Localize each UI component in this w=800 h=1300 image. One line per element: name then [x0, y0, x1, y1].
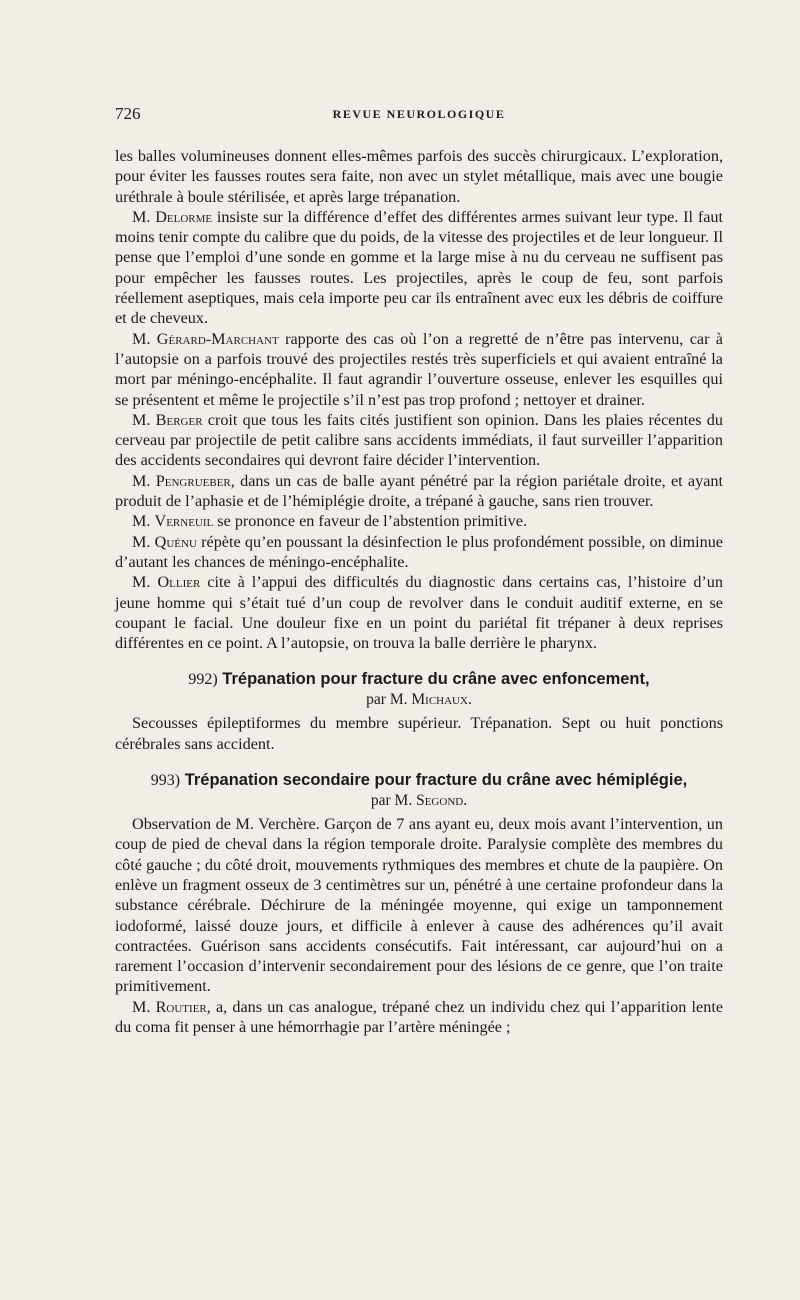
author-name: Quénu — [154, 532, 197, 551]
author-name: Berger — [155, 410, 203, 429]
article-992-byline: par M. Michaux. — [366, 691, 472, 709]
paragraph-delorme: M. Delorme insiste sur la différence d’effet des différentes armes suivant leur type. Il faut moins tenir compte du calibre que du poids, de la vitesse des projectiles et de leur longueur. Il pense que l’emploi d’une sonde en gomme et la large mise à nu du cerveau ne suffisent pas pour empêcher les fausses routes. Les projectiles, après le coup de feu, sont parfois réellement aseptiques, mais cela importe peu car ils entraînent avec eux les débris de coiffure et de cheveux. — [115, 207, 723, 328]
author-name: Verneuil — [154, 512, 214, 531]
article-993-text: Observation de M. Verchère. Garçon de 7 ans ayant eu, deux mois avant l’intervention, un coup de pied de cheval dans la région temporale droite. Paralysie complète des membres du côté gauche ; du côté droit, mouvements rythmiques des membres et chute de la paupière. On enlève un fragment osseux de 3 centimètres sur un, pénétré à une certaine profondeur dans la substance cérébrale. Déchirure de la méningée moyenne, qui exige un tamponnement iodoformé, laissé douze jours, et difficile à enlever à cause des adhérences qu’il avait contractées. Guérison sans accidents consécutifs. Fait intéressant, car aujourd’hui on a rarement l’occasion d’intervenir secondairement pour des lésions de ce genre, que l’on traite primitivement. — [115, 815, 723, 996]
article-993-byline: par M. Segond. — [370, 792, 468, 810]
article-number: 992) — [188, 671, 218, 689]
author-name: Segond — [416, 792, 464, 810]
paragraph-routier: M. Routier, a, dans un cas analogue, trépané chez un individu chez qui l’apparition lente du coma fit penser à une hémorrhagie par l’artère méningée ; — [115, 997, 723, 1036]
author-name: Gérard-Marchant — [156, 329, 279, 348]
paragraph-pengrueber: M. Pengrueber, dans un cas de balle ayant pénétré par la région pariétale droite, et ayant produit de l’aphasie et de l’hémiplégie droite, a trépané à gauche, sans rien trouver. — [115, 471, 723, 511]
article-993-title: 993) Trépanation secondaire pour fracture du crâne avec hémiplégie, — [150, 771, 688, 790]
running-title: REVUE NEUROLOGIQUE — [332, 107, 506, 121]
paragraph-continuation: les balles volumineuses donnent elles-mêmes parfois des succès chirurgicaux. L’exploration, pour éviter les fausses routes sera faite, non avec un stylet métallique, mais avec une bougie uréthrale à boule stérilisée, et après large trépanation. — [115, 147, 723, 206]
page-header — [115, 104, 723, 128]
paragraph-berger: M. Berger croit que tous les faits cités justifient son opinion. Dans les plaies récentes du cerveau par projectile de petit calibre sans accidents immédiats, il faut surveiller l’apparition des accidents secondaires qui devront faire décider l’intervention. — [115, 410, 723, 470]
article-992-text: Secousses épileptiformes du membre supérieur. Trépanation. Sept ou huit ponctions cérébrales sans accident. — [115, 714, 723, 753]
article-body — [115, 146, 723, 1037]
author-name: Ollier — [157, 573, 201, 592]
article-992-title: 992) Trépanation pour fracture du crâne avec enfoncement, — [188, 670, 650, 689]
author-name: Routier — [155, 997, 207, 1016]
paragraph-gerard-marchant: M. Gérard-Marchant rapporte des cas où l’on a regretté de n’être pas intervenu, car à l’autopsie on a parfois trouvé des projectiles restés très superficiels et qui avaient entraîné la mort par méningo-encéphalite. Il faut agrandir l’ouverture osseuse, enlever les esquilles qui se présentent et même le projectile s’il n’est pas trop profond ; nettoyer et drainer. — [115, 329, 723, 409]
author-name: Pengrueber — [155, 471, 231, 490]
paragraph-ollier: M. Ollier cite à l’appui des difficultés du diagnostic dans certains cas, l’histoire d’un jeune homme qui s’était tué d’un coup de revolver dans le conduit auditif externe, en se coupant le facial. Une douleur fixe en un point du pariétal fit trépaner à deux reprises différentes en ce point. A l’autopsie, on trouva la balle derrière le pharynx. — [115, 573, 723, 653]
author-name: Delorme — [155, 207, 213, 226]
article-number: 993) — [150, 772, 181, 790]
page-number: 726 — [115, 104, 141, 123]
paragraph-verneuil: M. Verneuil se prononce en faveur de l’abstention primitive. — [132, 512, 528, 531]
author-name: Michaux — [411, 691, 468, 709]
paragraph-quenu: M. Quénu répète qu’en poussant la désinfection le plus profondément possible, on diminue d’autant les chances de méningo-encéphalite. — [115, 532, 723, 571]
